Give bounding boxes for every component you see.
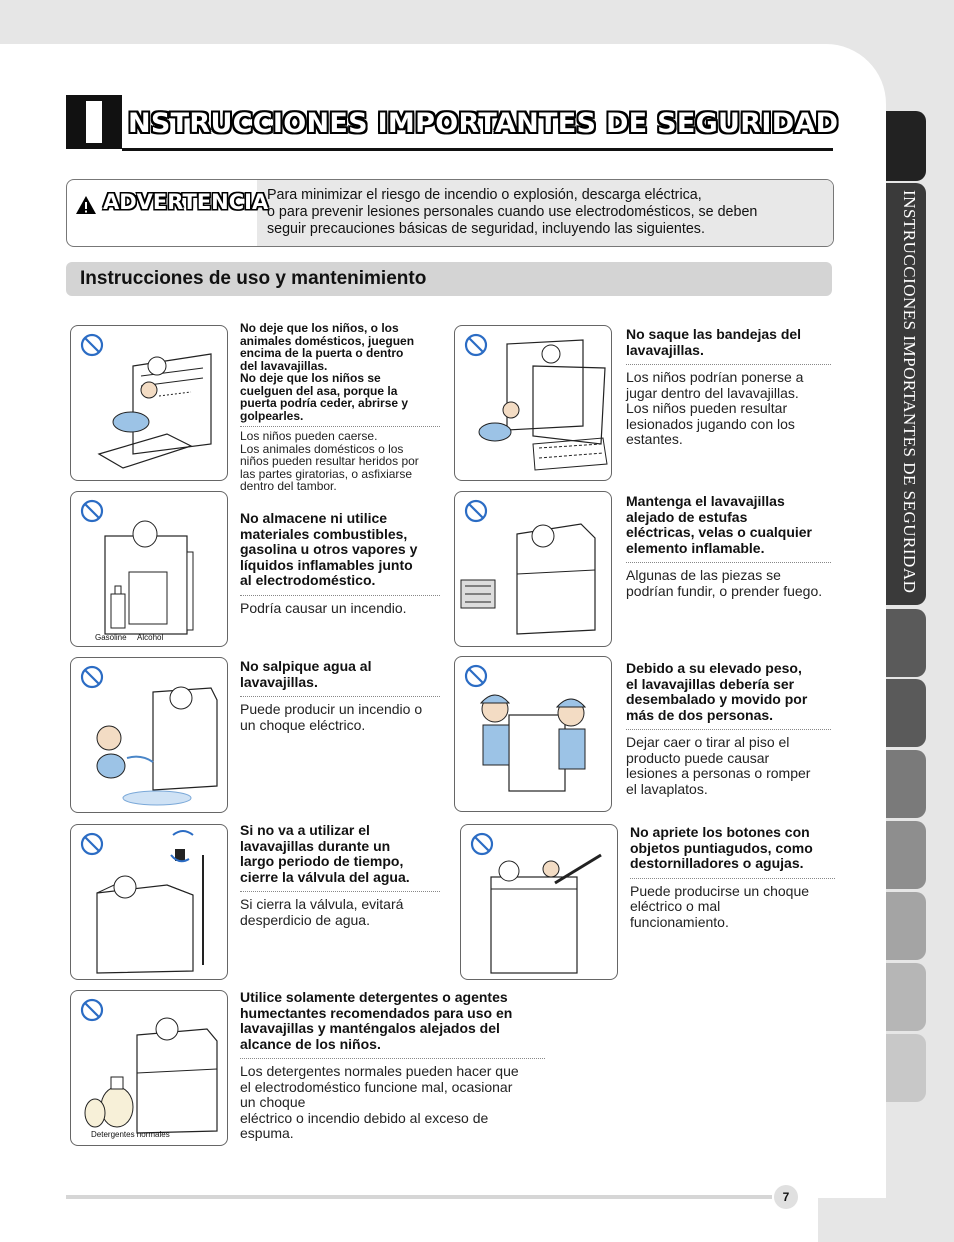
item-title — [626, 494, 831, 556]
illustration-heater — [454, 491, 612, 647]
page-title: NSTRUCCIONES IMPORTANTES DE SEGURIDAD — [128, 108, 839, 139]
item-title-line: cierre la válvula del agua. — [240, 868, 410, 885]
item-desc-line: lesiones a personas o romper — [626, 765, 811, 781]
item-title — [626, 327, 831, 358]
item-desc-line: lesionados jugando con los — [626, 415, 795, 432]
item-desc-line: niños pueden resultar heridos por — [240, 454, 419, 468]
illustration-child-on-door — [70, 325, 228, 481]
illustration-trays-removed — [454, 325, 612, 481]
item-title-line: el lavavajillas debería ser — [626, 675, 795, 692]
item-desc-line: un choque eléctrico. — [240, 716, 366, 733]
section-title: Instrucciones de uso y mantenimiento — [80, 268, 427, 289]
divider — [630, 878, 835, 879]
item-desc-line: espuma. — [240, 1125, 294, 1141]
illustration-water-valve — [70, 824, 228, 980]
warning-line: o para prevenir lesiones personales cuando use electrodomésticos, se deben — [267, 204, 758, 220]
item-6 — [240, 823, 440, 928]
item-title — [630, 825, 835, 872]
item-title-line: Debido a su elevado peso, — [626, 660, 802, 676]
item-desc-line: Los animales domésticos o los — [240, 441, 404, 456]
item-1 — [626, 327, 831, 448]
item-desc — [240, 601, 440, 617]
item-desc — [630, 884, 835, 931]
divider — [626, 364, 831, 365]
illustration-label: Gasoline — [95, 633, 127, 642]
item-title-line: gasolina u otros vapores y — [240, 541, 418, 557]
side-tab-6[interactable] — [886, 821, 926, 889]
side-tab-8[interactable] — [886, 963, 926, 1031]
warning-triangle-icon — [75, 194, 97, 216]
item-desc-line: las partes giratorias, o asfixiarse — [240, 466, 413, 481]
item-title-line: Mantenga el lavavajillas — [626, 493, 785, 509]
item-title-line: humectantes recomendados para uso en — [240, 1004, 513, 1021]
divider — [240, 696, 440, 697]
item-desc — [240, 1064, 545, 1142]
item-desc — [626, 735, 831, 797]
item-title-line: animales domésticos, jueguen — [240, 333, 415, 348]
item-title-line: No saque las bandejas del — [626, 326, 802, 342]
item-title — [240, 990, 545, 1052]
item-title-line: lavavajillas. — [240, 673, 318, 690]
item-desc-line: Puede producirse un choque — [630, 882, 810, 899]
item-title-line: No salpique agua al — [240, 658, 372, 674]
warning-text — [267, 187, 827, 238]
item-title-line: No apriete los botones con — [630, 824, 810, 840]
item-title-line: desembalado y movido por — [626, 691, 808, 707]
side-tab-3[interactable] — [886, 609, 926, 677]
item-desc — [626, 370, 831, 448]
item-3 — [626, 494, 831, 599]
item-desc-line: Los detergentes normales pueden hacer que — [240, 1063, 519, 1079]
illustration-detergents — [70, 990, 228, 1146]
item-desc-line: Los niños pueden resultar — [626, 400, 788, 416]
item-desc-line: Los niños pueden caerse. — [240, 429, 378, 443]
divider — [240, 426, 440, 427]
item-desc — [240, 702, 440, 733]
divider — [240, 891, 440, 892]
item-desc-line: Algunas de las piezas se — [626, 567, 781, 583]
header-letter — [86, 101, 102, 143]
item-title-line: largo periodo de tiempo, — [240, 853, 404, 869]
item-title-line: Utilice solamente detergentes o agentes — [240, 989, 508, 1005]
item-title-line: alcance de los niños. — [240, 1035, 381, 1052]
item-title — [240, 659, 440, 690]
item-title-line: No deje que los niños se — [240, 371, 381, 385]
item-desc-line: desperdicio de agua. — [240, 911, 370, 928]
side-tab-7[interactable] — [886, 892, 926, 960]
item-title-line: golpearles. — [240, 408, 304, 423]
illustration-label: Alcohol — [137, 633, 164, 642]
side-tab-9[interactable] — [886, 1034, 926, 1102]
item-desc-line: Podría causar un incendio. — [240, 599, 407, 616]
side-tab-1[interactable] — [886, 111, 926, 181]
header-underline — [122, 148, 833, 151]
item-desc-line: el electrodoméstico funcione mal, ocasionar — [240, 1078, 513, 1095]
page-corner — [818, 1198, 954, 1242]
warning-line: Para minimizar el riesgo de incendio o explosión, descarga eléctrica, — [267, 187, 702, 203]
item-title-line: objetos puntiagudos, como — [630, 839, 813, 856]
item-title-line: más de dos personas. — [626, 706, 774, 723]
warning-box — [66, 179, 834, 247]
item-title-line: encima de la puerta o dentro — [240, 346, 404, 360]
item-title-line: alejado de estufas — [626, 508, 748, 525]
item-desc — [626, 568, 831, 599]
item-4 — [240, 659, 440, 733]
section-header — [66, 262, 832, 296]
item-title-line: destornilladores o agujas. — [630, 855, 804, 871]
side-tab-5[interactable] — [886, 750, 926, 818]
page-number: 7 — [774, 1185, 798, 1209]
side-tab-4[interactable] — [886, 679, 926, 747]
item-desc-line: un choque — [240, 1094, 306, 1110]
item-desc-line: Dejar caer o tirar al piso el — [626, 734, 790, 750]
item-desc-line: Los niños podrían ponerse a — [626, 369, 804, 385]
item-title-line: eléctricas, velas o cualquier — [626, 524, 812, 540]
illustration-water-splash — [70, 657, 228, 813]
illustration-two-movers — [454, 656, 612, 812]
warning-line: seguir precauciones básicas de seguridad, incluyendo las siguientes. — [267, 221, 705, 237]
item-7 — [630, 825, 835, 930]
item-title-line: elemento inflamable. — [626, 539, 765, 556]
item-desc — [240, 430, 440, 493]
item-title — [240, 823, 440, 885]
item-title-line: No deje que los niños, o los — [240, 321, 399, 335]
item-5 — [626, 661, 831, 797]
divider — [626, 729, 831, 730]
item-title — [240, 322, 440, 422]
item-desc-line: eléctrico o incendio debido al exceso de — [240, 1109, 489, 1126]
item-title-line: Si no va a utilizar el — [240, 822, 370, 838]
item-desc-line: eléctrico o mal — [630, 898, 721, 914]
divider — [240, 1058, 545, 1059]
item-desc-line: dentro del tambor. — [240, 479, 337, 493]
illustration-sharp-objects — [460, 824, 618, 980]
side-tab-label: INSTRUCCIONES IMPORTANTES DE SEGURIDAD — [900, 190, 919, 594]
item-title-line: cuelguen del asa, porque la — [240, 383, 398, 398]
divider — [240, 595, 440, 596]
item-title-line: del lavavajillas. — [240, 358, 328, 373]
illustration-label: Detergentes normales — [91, 1130, 170, 1139]
item-desc-line: el lavaplatos. — [626, 780, 708, 797]
footer-rule — [66, 1195, 772, 1199]
item-0 — [240, 322, 440, 493]
item-title — [240, 511, 440, 589]
item-desc-line: estantes. — [626, 431, 683, 447]
item-desc-line: podrían fundir, o prender fuego. — [626, 582, 823, 599]
item-title-line: puerta podría ceder, abrirse y — [240, 396, 409, 410]
item-title-line: lavavajillas durante un — [240, 837, 391, 854]
item-desc-line: Puede producir un incendio o — [240, 701, 423, 717]
divider — [626, 562, 831, 563]
item-desc — [240, 897, 440, 928]
illustration-flammable-liquids — [70, 491, 228, 647]
item-title-line: al electrodoméstico. — [240, 572, 376, 588]
item-desc-line: jugar dentro del lavavajillas. — [626, 384, 799, 401]
item-title-line: No almacene ni utilice — [240, 510, 388, 526]
item-8 — [240, 990, 545, 1142]
item-title-line: líquidos inflamables junto — [240, 556, 413, 573]
item-title-line: lavavajillas. — [626, 341, 704, 358]
item-title-line: lavavajillas y manténgalos alejados del — [240, 1020, 500, 1036]
item-title-line: materiales combustibles, — [240, 525, 408, 542]
item-desc-line: producto puede causar — [626, 749, 770, 766]
item-desc-line: Si cierra la válvula, evitará — [240, 896, 404, 912]
item-title — [626, 661, 831, 723]
item-desc-line: funcionamiento. — [630, 913, 729, 930]
warning-label: ADVERTENCIA — [103, 190, 269, 214]
item-2 — [240, 511, 440, 616]
